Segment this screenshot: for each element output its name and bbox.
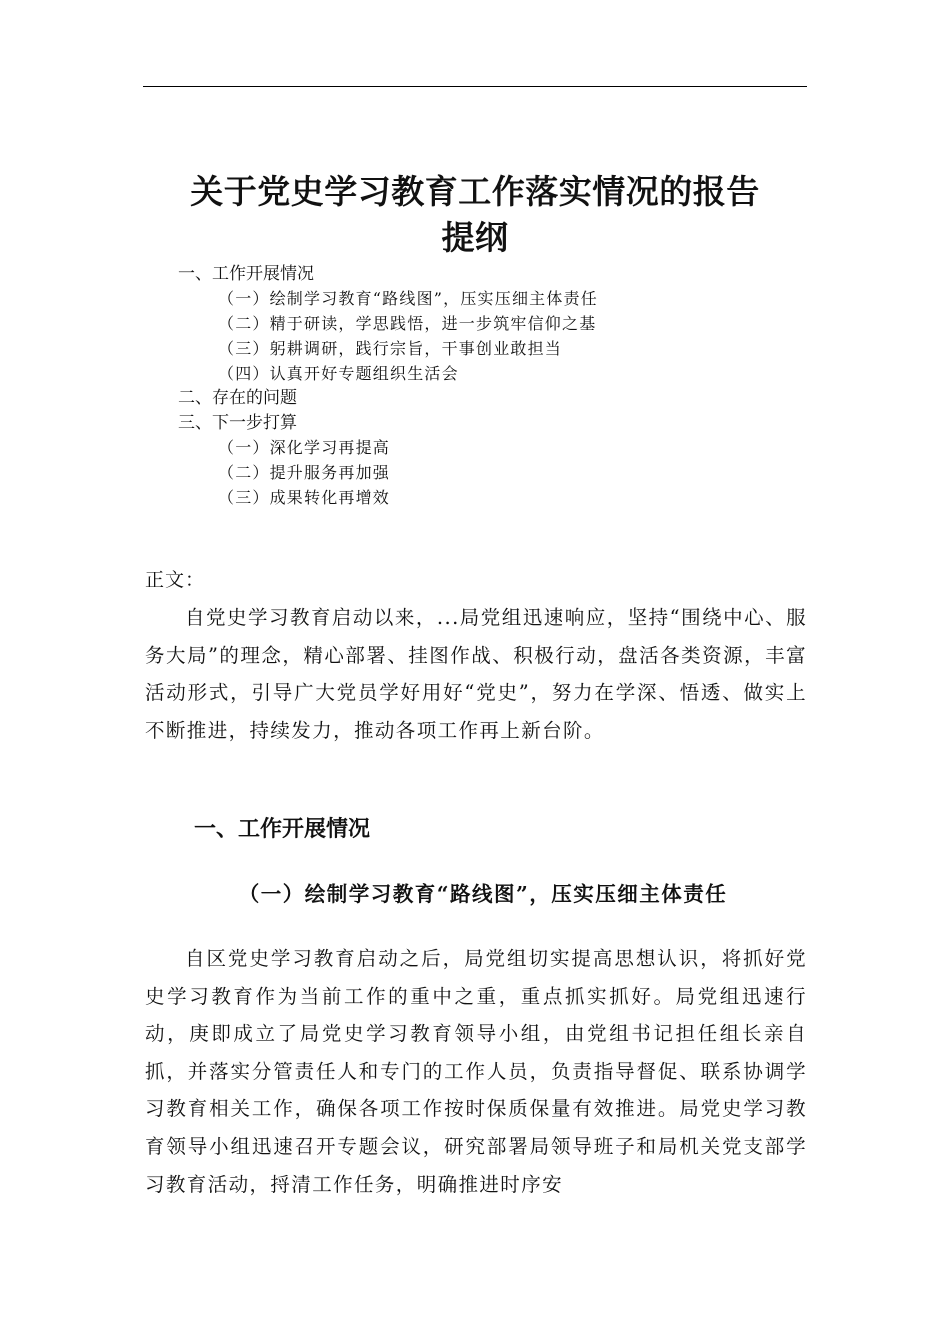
- outline-item: （一）绘制学习教育“路线图”，压实压细主体责任: [218, 289, 598, 308]
- section-heading: 一、工作开展情况: [194, 817, 371, 842]
- subsection-heading: （一）绘制学习教育“路线图”，压实压细主体责任: [238, 882, 728, 906]
- outline-item: （二）精于研读，学思践悟，进一步筑牢信仰之基: [218, 314, 597, 333]
- intro-paragraph: 自党史学习教育启动以来，...局党组迅速响应，坚持“围绕中心、服务大局”的理念，精心部署、挂图作战、积极行动，盘活各类资源，丰富活动形式，引导广大党员学好用好“党史”，努力在学深、悟透、做实上不断推进，持续发力，推动各项工作再上新台阶。: [145, 606, 807, 742]
- outline-item: （二）提升服务再加强: [218, 463, 391, 482]
- outline-item: （三）躬耕调研，践行宗旨，干事创业敢担当: [218, 339, 563, 358]
- outline-item: 一、工作开展情况: [178, 264, 314, 284]
- outline-item: （三）成果转化再增效: [218, 488, 391, 507]
- outline-item: （四）认真开好专题组织生活会: [218, 364, 459, 383]
- outline-item: （一）深化学习再提高: [218, 438, 391, 457]
- outline-item: 二、存在的问题: [178, 388, 297, 408]
- document-title-line-1: 关于党史学习教育工作落实情况的报告: [190, 172, 760, 211]
- body-label: 正文：: [145, 569, 206, 591]
- document-title-line-2: 提纲: [441, 218, 509, 257]
- outline-item: 三、下一步打算: [178, 413, 297, 433]
- header-rule: [143, 86, 807, 87]
- section-paragraph: 自区党史学习教育启动之后，局党组切实提高思想认识，将抓好党史学习教育作为当前工作的重中之重，重点抓实抓好。局党组迅速行动，庚即成立了局党史学习教育领导小组，由党组书记担任组长亲自抓，并落实分管责任人和专门的工作人员，负责指导督促、联系协调学习教育相关工作，确保各项工作按时保质保量有效推进。局党史学习教育领导小组迅速召开专题会议，研究部署局领导班子和局机关党支部学习教育活动，捋清工作任务，明确推进时序安: [145, 947, 807, 1196]
